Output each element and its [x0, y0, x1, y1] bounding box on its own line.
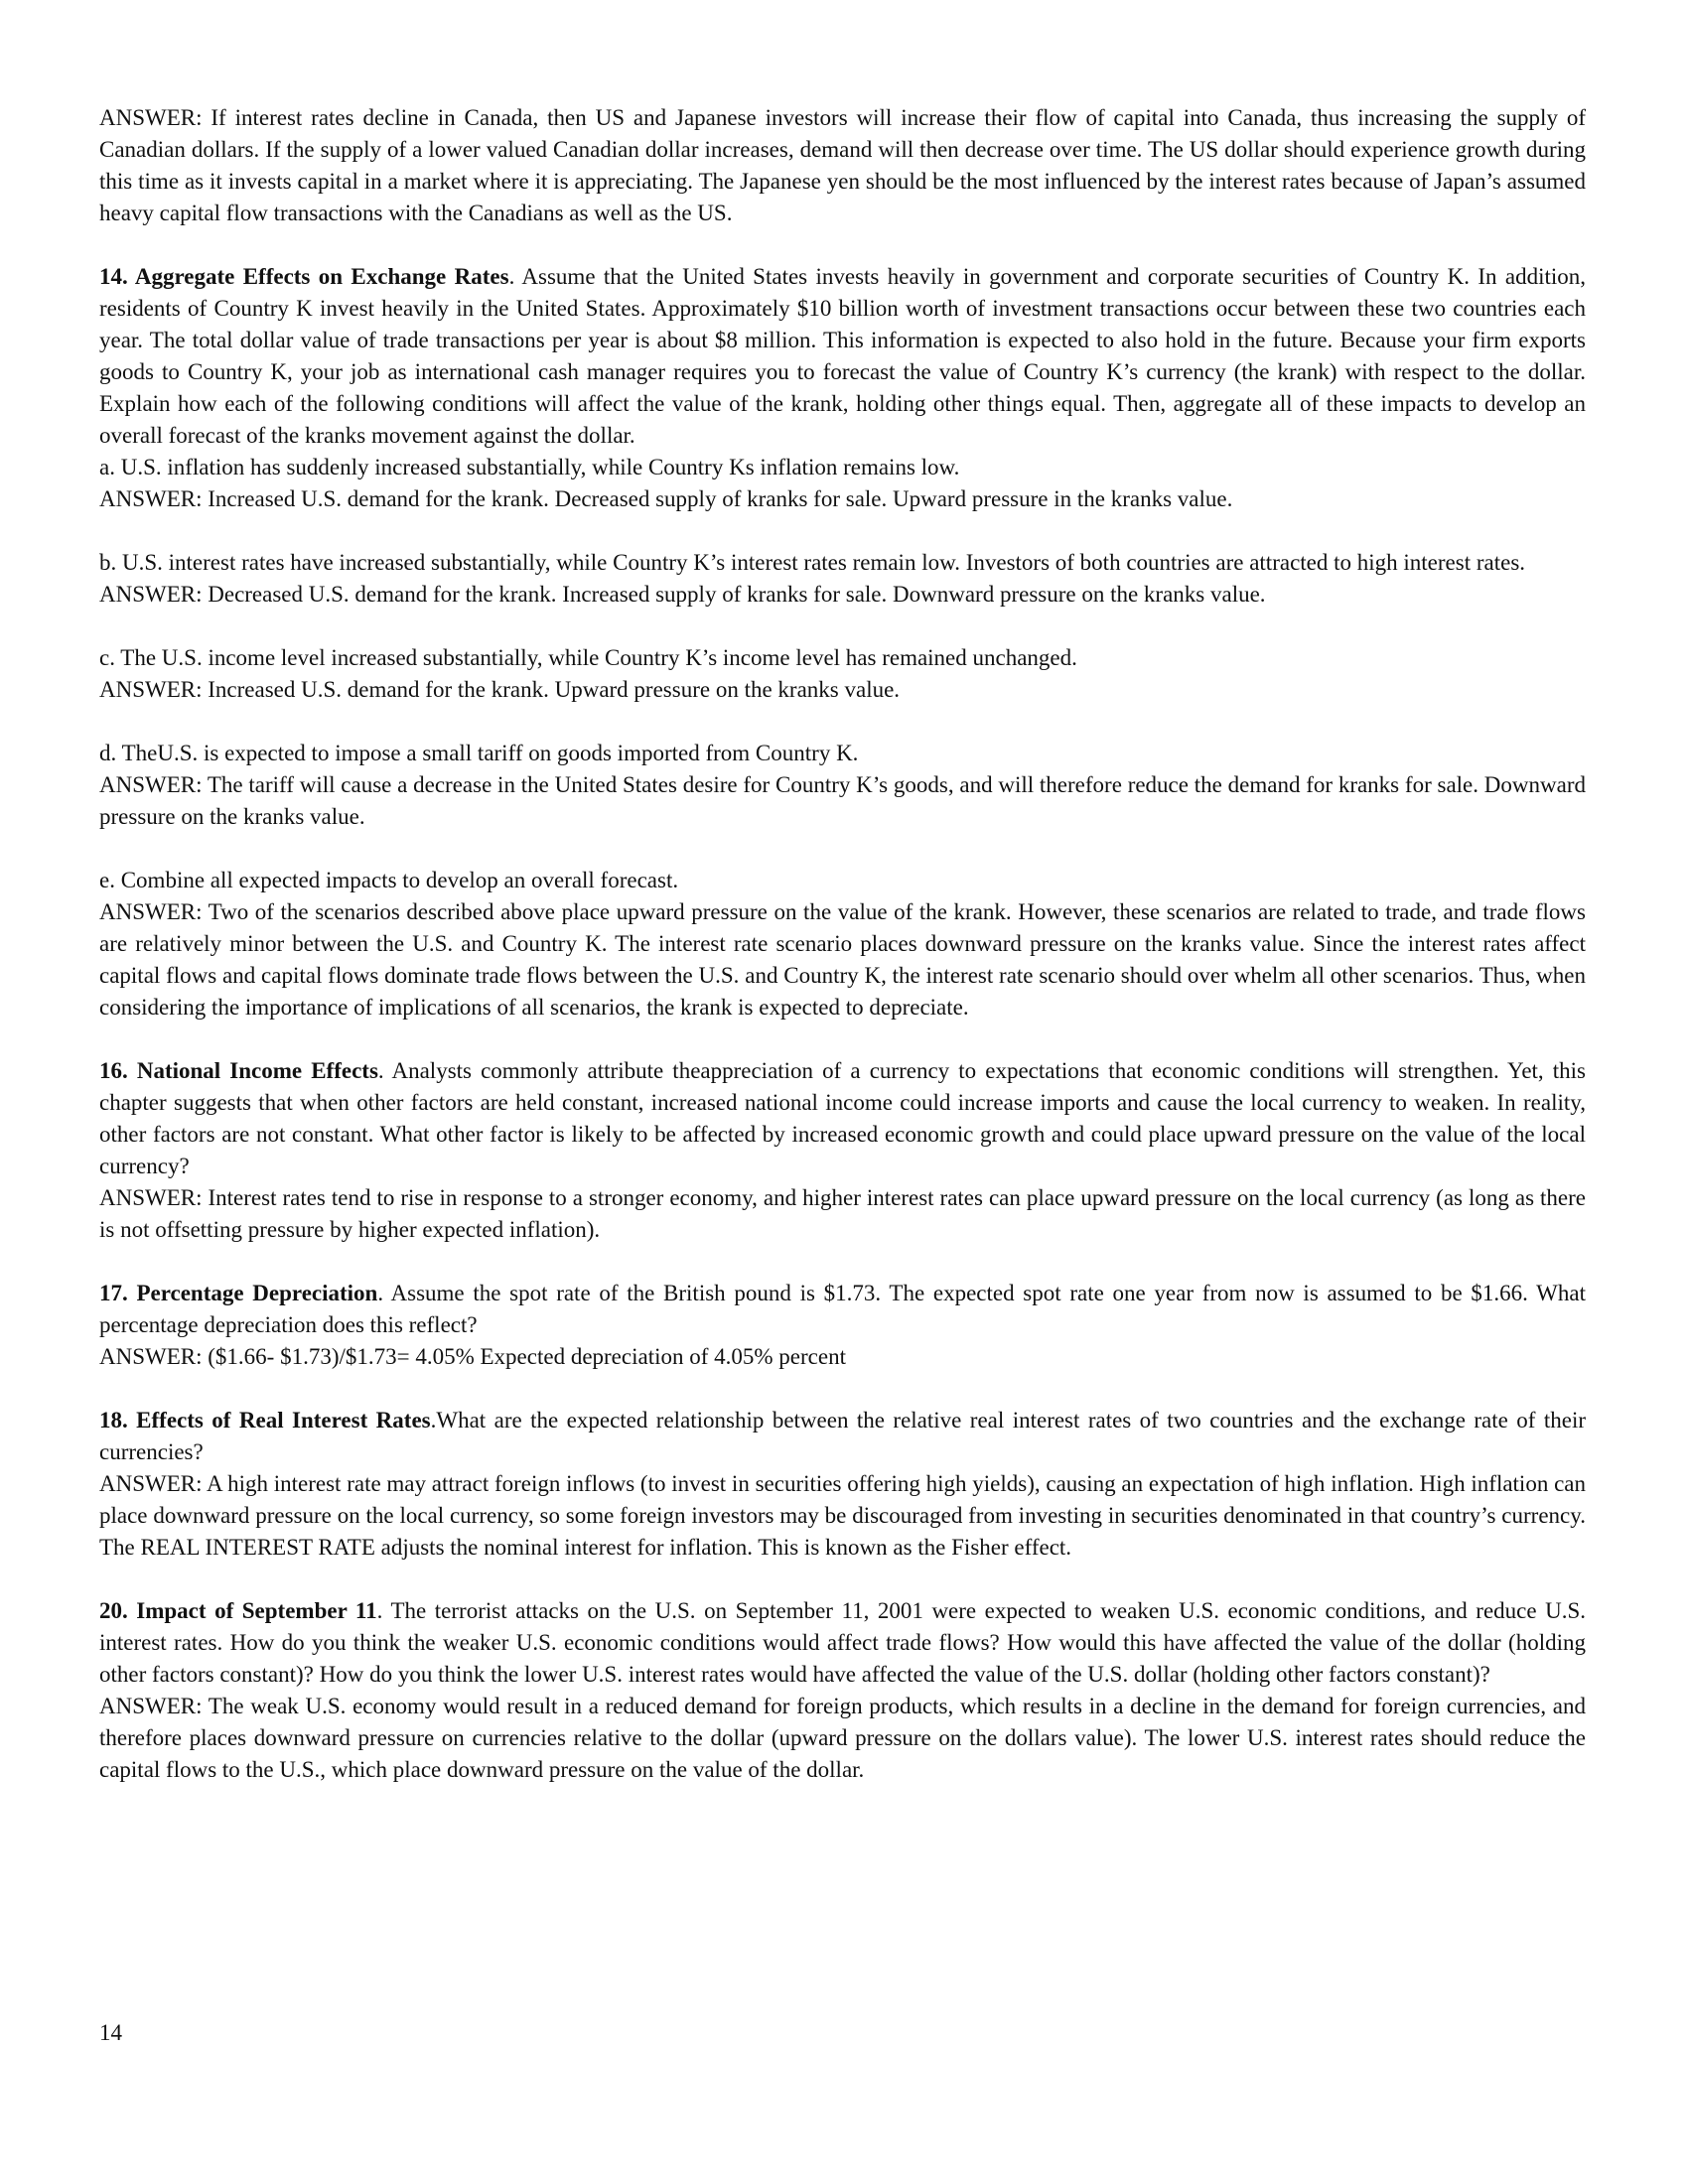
question-14a: a. U.S. inflation has suddenly increased substantially, while Country Ks inflation remains low.	[99, 455, 960, 479]
question-16	[99, 1055, 1586, 1182]
spacer	[99, 515, 1586, 547]
answer-16: ANSWER: Interest rates tend to rise in response to a stronger economy, and higher interest rates can place upward pressure on the local currency (as long as there is not offsetting pressure by higher expected inflation).	[99, 1185, 1586, 1242]
spacer	[99, 611, 1586, 642]
question-14-heading: 14. Aggregate Effects on Exchange Rates	[99, 264, 509, 289]
question-14e: e. Combine all expected impacts to develop an overall forecast.	[99, 868, 679, 892]
spacer	[99, 1246, 1586, 1278]
answer-14e: ANSWER: Two of the scenarios described above place upward pressure on the value of the krank. However, these scenarios are related to trade, and trade flows are relatively minor between the U.S. and Country K. The interest rate scenario places downward pressure on the kranks value. Since the interest rates affect capital flows and capital flows dominate trade flows between the U.S. and Country K, the interest rate scenario should over whelm all other scenarios. Thus, when considering the importance of implications of all scenarios, the krank is expected to depreciate.	[99, 899, 1586, 1020]
question-20-heading: 20. Impact of September 11	[99, 1598, 377, 1623]
question-18	[99, 1405, 1586, 1468]
answer-17: ANSWER: ($1.66- $1.73)/$1.73= 4.05% Expected depreciation of 4.05% percent	[99, 1344, 846, 1369]
page-number: 14	[99, 2020, 122, 2045]
question-20-body: . The terrorist attacks on the U.S. on September 11, 2001 were expected to weaken U.S. economic conditions, and reduce U.S. interest rates. How do you think the weaker U.S. economic conditions would affect trade flows? How would this have affected the value of the dollar (holding other factors constant)? How do you think the lower U.S. interest rates would have affected the value of the U.S. dollar (holding other factors constant)?	[99, 1598, 1587, 1687]
question-17	[99, 1278, 1586, 1341]
answer-20: ANSWER: The weak U.S. economy would result in a reduced demand for foreign products, which results in a decline in the demand for foreign currencies, and therefore places downward pressure on currencies relative to the dollar (upward pressure on the dollars value). The lower U.S. interest rates should reduce the capital flows to the U.S., which place downward pressure on the value of the dollar.	[99, 1694, 1586, 1782]
question-16-heading: 16. National Income Effects	[99, 1058, 378, 1083]
spacer	[99, 1024, 1586, 1055]
spacer	[99, 833, 1586, 865]
spacer	[99, 1564, 1586, 1595]
question-18-heading: 18. Effects of Real Interest Rates	[99, 1408, 431, 1433]
question-17-body: . Assume the spot rate of the British pound is $1.73. The expected spot rate one year from now is assumed to be $1.66. What percentage depreciation does this reflect?	[99, 1281, 1586, 1337]
question-20	[99, 1595, 1586, 1691]
spacer	[99, 229, 1586, 261]
intro-answer: ANSWER: If interest rates decline in Canada, then US and Japanese investors will increase their flow of capital into Canada, thus increasing the supply of Canadian dollars. If the supply of a lower valued Canadian dollar increases, demand will then decrease over time. The US dollar should experience growth during this time as it invests capital in a market where it is appreciating. The Japanese yen should be the most influenced by the interest rates because of Japan’s assumed heavy capital flow transactions with the Canadians as well as the US.	[99, 105, 1586, 225]
question-14d: d. TheU.S. is expected to impose a small tariff on goods imported from Country K.	[99, 741, 859, 765]
answer-14b: ANSWER: Decreased U.S. demand for the krank. Increased supply of kranks for sale. Downward pressure on the kranks value.	[99, 582, 1266, 607]
answer-14d: ANSWER: The tariff will cause a decrease in the United States desire for Country K’s goods, and will therefore reduce the demand for kranks for sale. Downward pressure on the kranks value.	[99, 772, 1586, 829]
question-14b: b. U.S. interest rates have increased substantially, while Country K’s interest rates remain low. Investors of both countries are attracted to high interest rates.	[99, 550, 1526, 575]
answer-18: ANSWER: A high interest rate may attract foreign inflows (to invest in securities offering high yields), causing an expectation of high inflation. High inflation can place downward pressure on the local currency, so some foreign investors may be discouraged from investing in securities denominated in that country’s currency. The REAL INTEREST RATE adjusts the nominal interest for inflation. This is known as the Fisher effect.	[99, 1471, 1586, 1560]
answer-14c: ANSWER: Increased U.S. demand for the krank. Upward pressure on the kranks value.	[99, 677, 901, 702]
question-14-body: . Assume that the United States invests heavily in government and corporate securities of Country K. In addition, residents of Country K invest heavily in the United States. Approximately $10 billion worth of investment transactions occur between these two countries each year. The total dollar value of trade transactions per year is about $8 million. This information is expected to also hold in the future. Because your firm exports goods to Country K, your job as international cash manager requires you to forecast the value of Country K’s currency (the krank) with respect to the dollar. Explain how each of the following conditions will affect the value of the krank, holding other things equal. Then, aggregate all of these impacts to develop an overall forecast of the kranks movement against the dollar.	[99, 264, 1586, 448]
question-16-body: . Analysts commonly attribute theappreciation of a currency to expectations that economic conditions will strengthen. Yet, this chapter suggests that when other factors are held constant, increased national income could increase imports and cause the local currency to weaken. In reality, other factors are not constant. What other factor is likely to be affected by increased economic growth and could place upward pressure on the value of the local currency?	[99, 1058, 1586, 1178]
question-17-heading: 17. Percentage Depreciation	[99, 1281, 378, 1305]
question-18-body: .What are the expected relationship between the relative real interest rates of two countries and the exchange rate of their currencies?	[99, 1408, 1587, 1464]
document-page	[99, 102, 1586, 1786]
spacer	[99, 1373, 1586, 1405]
question-14c: c. The U.S. income level increased substantially, while Country K’s income level has remained unchanged.	[99, 645, 1077, 670]
spacer	[99, 706, 1586, 738]
question-14	[99, 261, 1586, 452]
answer-14a: ANSWER: Increased U.S. demand for the krank. Decreased supply of kranks for sale. Upward pressure in the kranks value.	[99, 486, 1233, 511]
